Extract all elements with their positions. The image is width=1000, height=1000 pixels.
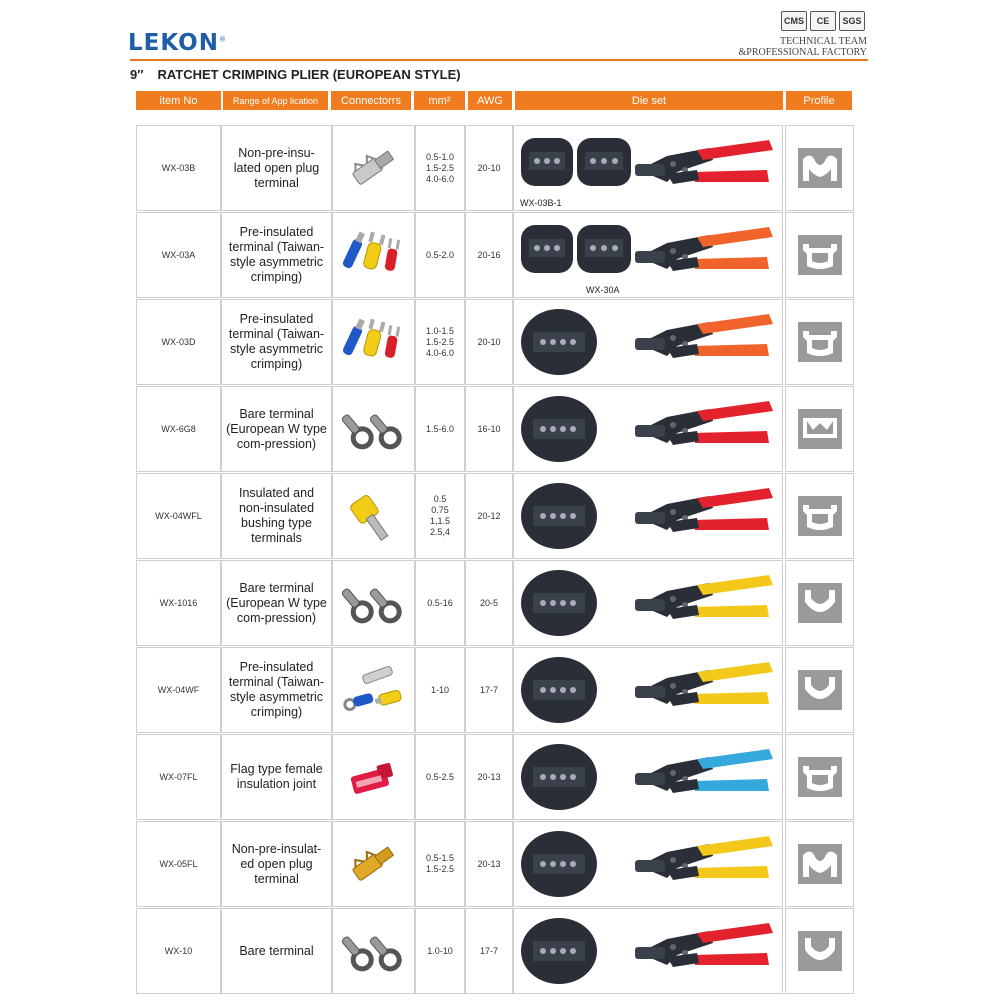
u-crimp-profile-icon [785,908,854,994]
die-set-label: WX-03B-1 [520,198,562,208]
brand-logo [128,30,227,56]
wire-size-mm2 [415,647,465,733]
crimping-plier-icon [517,391,779,467]
crimping-plier-icon [517,739,779,815]
header-rule [130,59,868,61]
w-crimp-profile-icon [785,386,854,472]
awg-range: 20-13 [465,734,513,820]
crimping-plier-icon [517,217,779,293]
table-row [136,647,854,733]
mm2-value: 1-10 [430,684,449,695]
application-range: Bare terminal (European W type com-pression) [221,560,332,646]
awg-range: 17-7 [465,908,513,994]
open-crimp-profile-icon [785,125,854,211]
item-number: WX-05FL [136,821,221,907]
wire-size-mm2 [415,125,465,211]
registered-mark: ® [218,35,227,44]
brass-open-plug-icon [332,821,415,907]
awg-range: 16-10 [465,386,513,472]
mm2-value: 1.5-6.0 [425,423,455,434]
wire-size-mm2 [415,821,465,907]
mm2-value: 0.5-2.5 [425,771,455,782]
application-range: Non-pre-insulat-ed open plug terminal [221,821,332,907]
wire-size-mm2 [415,908,465,994]
die-set-image [513,125,783,211]
die-set-image [513,734,783,820]
wire-size-mm2 [415,473,465,559]
crimping-plier-icon [517,304,779,380]
die-set-image [513,299,783,385]
mm2-value: 1.0-10 [427,945,453,956]
column-header-range: Range of App lication [223,91,328,110]
sgs-badge-icon: SGS [839,11,865,31]
ce-badge-icon: CE [810,11,836,31]
awg-range: 20-5 [465,560,513,646]
insulated-butt-ring-terminals-icon [332,647,415,733]
table-row [136,734,854,820]
column-header-die-set: Die set [515,91,783,110]
application-range: Flag type female insulation joint [221,734,332,820]
bare-ring-terminals-icon [332,908,415,994]
wire-size-mm2 [415,560,465,646]
insulated-crimp-profile-icon [785,473,854,559]
die-set-image [513,560,783,646]
u-crimp-profile-icon [785,560,854,646]
title-text: RATCHET CRIMPING PLIER (EUROPEAN STYLE) [157,67,461,82]
ferrule-terminal-icon [332,473,415,559]
table-row [136,560,854,646]
bare-ring-terminals-icon [332,560,415,646]
crimping-plier-icon [517,652,779,728]
u-crimp-profile-icon [785,647,854,733]
mm2-value: 0.5-1.0 1.5-2.5 4.0-6.0 [425,151,455,184]
table-row [136,386,854,472]
column-header-item: item No [136,91,221,110]
mm2-value: 0.5-2.0 [425,249,455,260]
cms-badge-icon: CMS [781,11,807,31]
item-number: WX-1016 [136,560,221,646]
item-number: WX-6G8 [136,386,221,472]
die-set-image [513,473,783,559]
table-row [136,473,854,559]
brand-name: LEKON [128,30,219,56]
item-number: WX-10 [136,908,221,994]
insulated-crimp-profile-icon [785,734,854,820]
wire-size-mm2 [415,734,465,820]
table-row [136,821,854,907]
insulated-crimp-profile-icon [785,212,854,298]
crimping-plier-icon [517,826,779,902]
bare-ring-terminals-icon [332,386,415,472]
mm2-value: 0.5-16 [427,597,453,608]
application-range: Pre-insulated terminal (Taiwan-style asymmetric crimping) [221,647,332,733]
application-range: Bare terminal [221,908,332,994]
application-range: Bare terminal (European W type com-pression) [221,386,332,472]
tagline-line-1: TECHNICAL TEAM [780,36,867,47]
item-number: WX-04WFL [136,473,221,559]
crimping-plier-icon [517,913,779,989]
awg-range: 20-16 [465,212,513,298]
insulated-crimp-profile-icon [785,299,854,385]
column-header-profile: Profile [786,91,852,110]
insulated-fork-terminals-icon [332,212,415,298]
column-header-connectors: Connectorrs [331,91,411,110]
application-range: Non-pre-insu-lated open plug terminal [221,125,332,211]
application-range: Pre-insulated terminal (Taiwan-style asymmetric crimping) [221,299,332,385]
insulated-fork-terminals-icon [332,299,415,385]
item-number: WX-04WF [136,647,221,733]
mm2-value: 1.0-1.5 1.5-2.5 4.0-6.0 [425,325,455,358]
wire-size-mm2 [415,212,465,298]
item-number: WX-03B [136,125,221,211]
column-header-awg: AWG [468,91,512,110]
awg-range: 20-13 [465,821,513,907]
wire-size-mm2 [415,299,465,385]
table-row [136,908,854,994]
die-set-label: WX-30A [586,285,620,295]
die-set-image [513,647,783,733]
open-plug-terminal-icon [332,125,415,211]
mm2-value: 0.5-1.5 1.5-2.5 [425,853,455,874]
title-size: 9″ [130,67,144,82]
die-set-image [513,821,783,907]
die-set-image [513,908,783,994]
item-number: WX-07FL [136,734,221,820]
open-crimp-profile-icon [785,821,854,907]
crimping-plier-icon [517,565,779,641]
awg-range: 20-12 [465,473,513,559]
die-set-image [513,212,783,298]
die-set-image [513,386,783,472]
item-number: WX-03D [136,299,221,385]
page-title [130,67,461,82]
mm2-value: 0.5 0.75 1,1.5 2.5,4 [429,494,451,537]
tagline-line-2: &PROFESSIONAL FACTORY [738,47,867,58]
awg-range: 20-10 [465,125,513,211]
crimping-plier-icon [517,130,779,206]
table-row [136,299,854,385]
application-range: Insulated and non-insulated bushing type terminals [221,473,332,559]
column-header-mm: mm² [414,91,465,110]
table-row [136,125,854,211]
item-number: WX-03A [136,212,221,298]
certification-badges [781,11,865,31]
wire-size-mm2 [415,386,465,472]
crimping-plier-icon [517,478,779,554]
flag-terminal-icon [332,734,415,820]
awg-range: 17-7 [465,647,513,733]
awg-range: 20-10 [465,299,513,385]
table-row [136,212,854,298]
application-range: Pre-insulated terminal (Taiwan-style asymmetric crimping) [221,212,332,298]
tagline [739,36,867,58]
